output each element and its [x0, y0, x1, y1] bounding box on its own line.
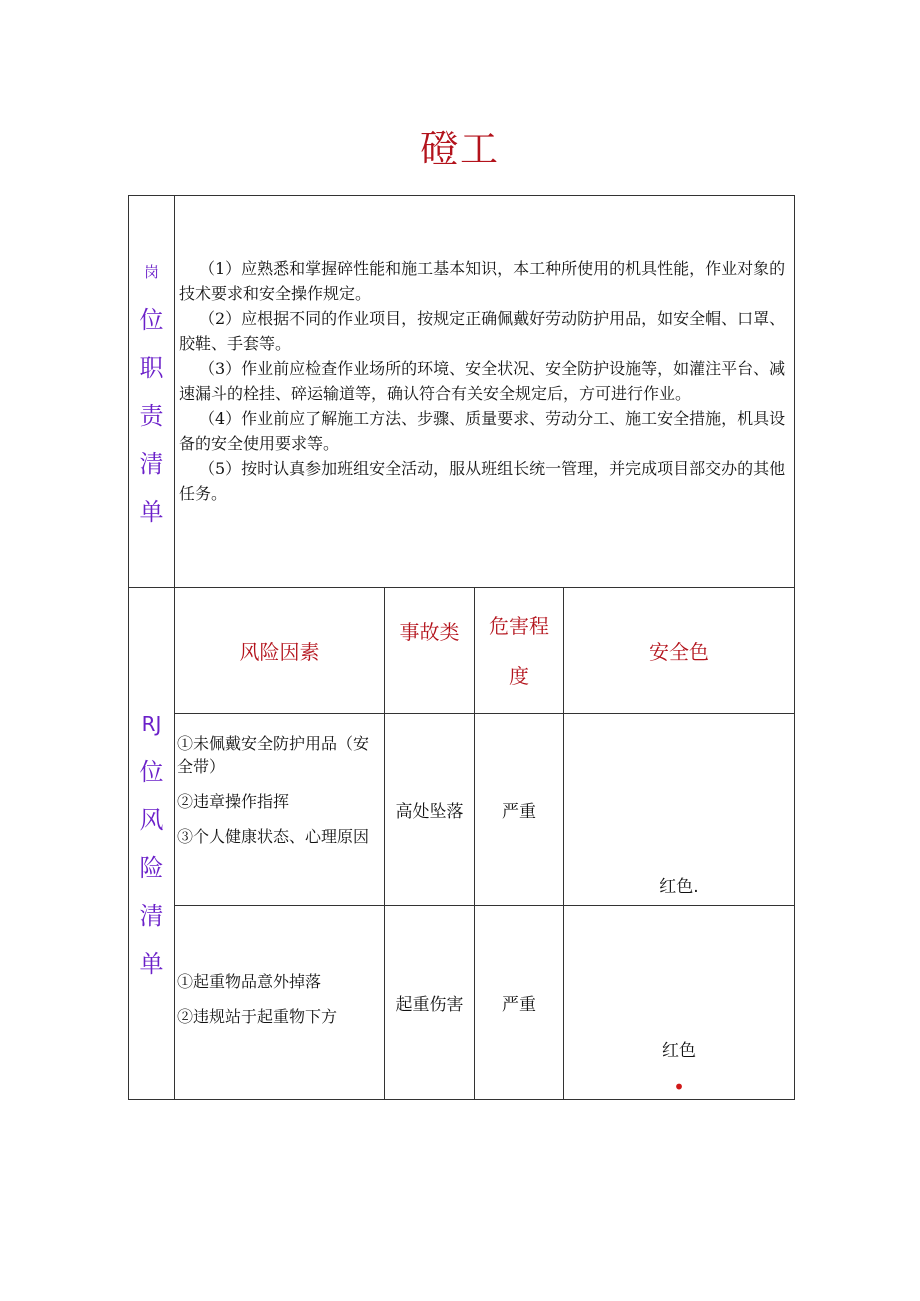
side-char: 单 — [139, 497, 164, 526]
side-char: 位 — [139, 305, 164, 334]
page-title: 磴工 — [419, 127, 500, 171]
severity: 严重 — [475, 714, 564, 906]
side-char: 单 — [139, 949, 164, 978]
side-char: 风 — [139, 805, 164, 834]
risk-factors — [175, 906, 385, 1100]
accident-type: 高处坠落 — [385, 714, 475, 906]
side-char: 岗 — [143, 262, 159, 281]
side-char: 职 — [139, 353, 164, 382]
duty-side-label — [129, 196, 175, 588]
safety-color-text: 红色 — [662, 1041, 696, 1061]
duty-list — [175, 196, 795, 588]
header-severity-line1: 危害程 — [489, 613, 549, 638]
duty-item: （3）作业前应检查作业场所的环境、安全状况、安全防护设施等，如灌注平台、减速漏斗的栓挂、碎运输道等，确认符合有关安全规定后，方可进行作业。 — [179, 359, 786, 403]
duty-item: （4）作业前应了解施工方法、步骤、质量要求、劳动分工、施工安全措施，机具设备的安全使用要求等。 — [179, 409, 786, 453]
risk-side-label — [129, 588, 175, 1100]
side-char: 位 — [139, 757, 164, 786]
duty-item: （2）应根据不同的作业项目，按规定正确佩戴好劳动防护用品，如安全帽、口罩、胶鞋、手套等。 — [179, 309, 786, 353]
risk-factors — [175, 714, 385, 906]
header-risk-factor: 风险因素 — [175, 588, 385, 714]
side-char: 清 — [139, 449, 164, 478]
job-safety-table — [128, 195, 795, 1100]
risk-factor-item: ①未佩戴安全防护用品（安全带） — [177, 734, 370, 776]
side-char: 险 — [139, 853, 164, 882]
risk-factor-item: ②违章操作指挥 — [177, 792, 290, 811]
safety-color — [564, 714, 795, 906]
safety-color — [564, 906, 795, 1100]
duty-row — [129, 196, 795, 588]
risk-row — [129, 906, 795, 1100]
header-severity — [475, 588, 564, 714]
red-dot-mark: • — [673, 1075, 685, 1099]
header-safety-color: 安全色 — [564, 588, 795, 714]
risk-factor-item: ②违规站于起重物下方 — [177, 1007, 338, 1026]
risk-factor-item: ③个人健康状态、心理原因 — [177, 827, 370, 846]
side-char: 责 — [139, 401, 164, 430]
risk-header-row — [129, 588, 795, 714]
duty-item: （5）按时认真参加班组安全活动，服从班组长统一管理，并完成项目部交办的其他任务。 — [179, 459, 786, 503]
safety-color-text: 红色. — [659, 877, 699, 897]
side-char: RJ — [141, 711, 162, 736]
risk-row — [129, 714, 795, 906]
duty-item: （1）应熟悉和掌握碎性能和施工基本知识，本工种所使用的机具性能，作业对象的技术要求和安全操作规定。 — [179, 259, 786, 303]
accident-type: 起重伤害 — [385, 906, 475, 1100]
side-char: 清 — [139, 901, 164, 930]
risk-factor-item: ①起重物品意外掉落 — [177, 972, 322, 991]
header-accident-type: 事故类 — [385, 588, 475, 714]
header-severity-line2: 度 — [509, 663, 529, 688]
severity: 严重 — [475, 906, 564, 1100]
